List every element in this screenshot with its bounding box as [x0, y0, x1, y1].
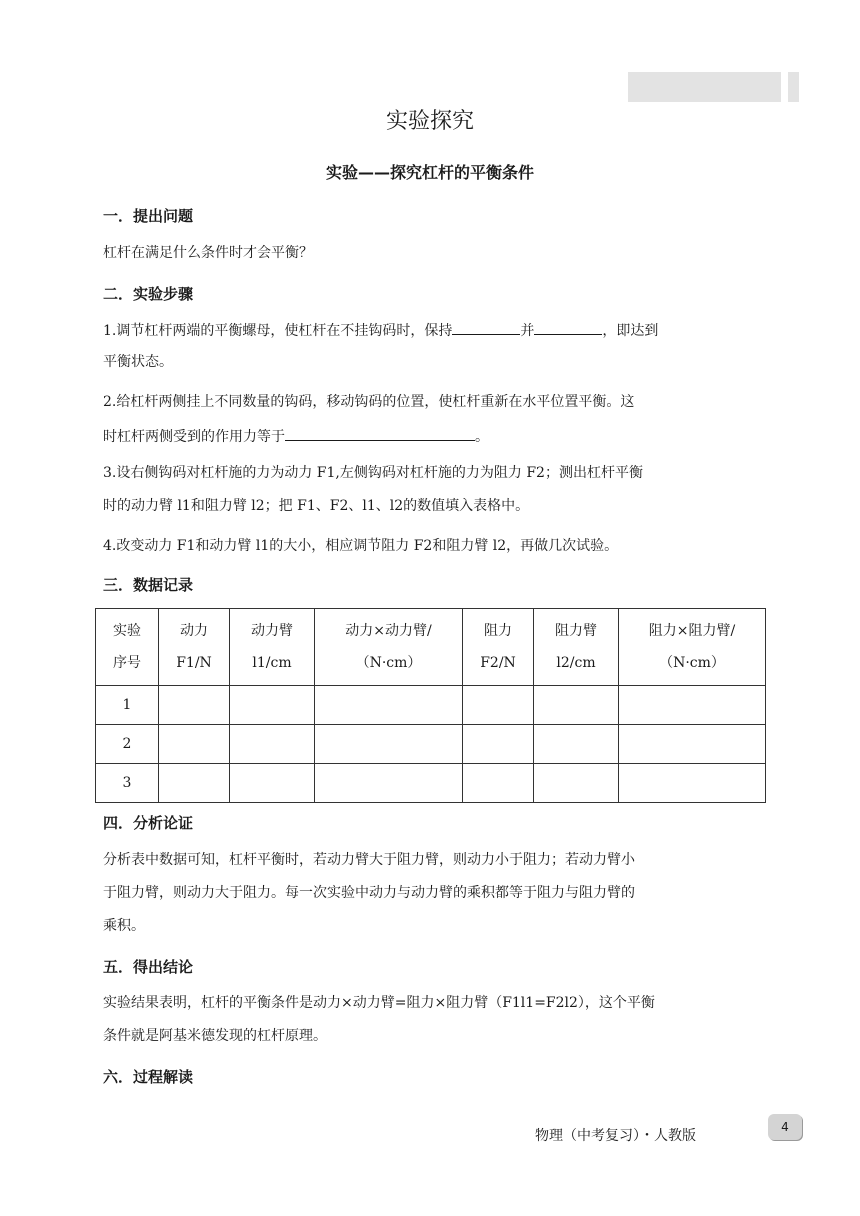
table-row — [96, 764, 766, 803]
section-heading-conclusion: 五．得出结论 — [103, 958, 194, 976]
step-1-line-2: 平衡状态。 — [103, 354, 173, 370]
header-decor-bar — [628, 72, 781, 102]
col-header-effort-arm: 动力臂 l1/cm — [230, 609, 315, 686]
section-heading-analysis: 四．分析论证 — [103, 814, 194, 832]
analysis-line-2: 于阻力臂，则动力大于阻力。每一次实验中动力与动力臂的乘积都等于阻力与阻力臂的 — [103, 885, 635, 901]
table-cell[interactable] — [230, 764, 315, 803]
table-cell[interactable] — [619, 764, 766, 803]
step-2-text-c: 。 — [475, 429, 489, 445]
answer-blank-2[interactable] — [534, 320, 602, 335]
table-cell[interactable] — [315, 764, 463, 803]
table-cell[interactable] — [230, 686, 315, 725]
step-1-line — [103, 320, 763, 341]
table-cell[interactable] — [619, 725, 766, 764]
trial-number: 2 — [96, 725, 159, 764]
step-4-line: 4.改变动力 F1和动力臂 l1的大小，相应调节阻力 F2和阻力臂 l2，再做几次试验。 — [103, 538, 619, 554]
col-header-load-product: 阻力×阻力臂/ （N·cm） — [619, 609, 766, 686]
table-cell[interactable] — [463, 725, 534, 764]
section-heading-question: 一．提出问题 — [103, 207, 194, 225]
table-cell[interactable] — [230, 725, 315, 764]
trial-number: 3 — [96, 764, 159, 803]
step-2-line-2 — [103, 426, 763, 447]
table-header-row — [96, 609, 766, 686]
step-2-line-1: 2.给杠杆两侧挂上不同数量的钩码，移动钩码的位置，使杠杆重新在水平位置平衡。这 — [103, 394, 635, 410]
step-2-text-b: 时杠杆两侧受到的作用力等于 — [103, 429, 285, 445]
analysis-line-3: 乘积。 — [103, 918, 145, 934]
col-header-load-arm: 阻力臂 l2/cm — [534, 609, 619, 686]
analysis-line-1: 分析表中数据可知，杠杆平衡时，若动力臂大于阻力臂，则动力小于阻力；若动力臂小 — [103, 852, 635, 868]
col-header-effort: 动力 F1/N — [159, 609, 230, 686]
conclusion-line-1: 实验结果表明，杠杆的平衡条件是动力×动力臂=阻力×阻力臂（F1l1=F2l2），这个平衡 — [103, 995, 655, 1011]
trial-number: 1 — [96, 686, 159, 725]
data-table — [95, 608, 766, 803]
section-heading-interpretation: 六．过程解读 — [103, 1068, 194, 1086]
table-cell[interactable] — [159, 764, 230, 803]
table-cell[interactable] — [619, 686, 766, 725]
experiment-title: 实验——探究杠杆的平衡条件 — [325, 163, 534, 182]
col-header-effort-product: 动力×动力臂/ （N·cm） — [315, 609, 463, 686]
col-header-load: 阻力 F2/N — [463, 609, 534, 686]
step-3-line-1: 3.设右侧钩码对杠杆施的力为动力 F1,左侧钩码对杠杆施的力为阻力 F2；测出杠杆平衡 — [103, 465, 643, 481]
table-cell[interactable] — [315, 686, 463, 725]
col-header-trial: 实验 序号 — [96, 609, 159, 686]
table-row — [96, 725, 766, 764]
step-1-text-a: 1.调节杠杆两端的平衡螺母，使杠杆在不挂钩码时，保持 — [103, 323, 453, 339]
header-decor-bar-end — [788, 72, 799, 102]
table-cell[interactable] — [159, 686, 230, 725]
table-cell[interactable] — [159, 725, 230, 764]
table-cell[interactable] — [534, 725, 619, 764]
question-text: 杠杆在满足什么条件时才会平衡？ — [103, 245, 313, 261]
table-cell[interactable] — [315, 725, 463, 764]
footer-book-title: 物理（中考复习）・人教版 — [535, 1128, 696, 1144]
page-number: 4 — [768, 1114, 802, 1140]
section-heading-steps: 二．实验步骤 — [103, 285, 194, 303]
answer-blank-3[interactable] — [285, 426, 475, 441]
table-cell[interactable] — [534, 764, 619, 803]
table-cell[interactable] — [534, 686, 619, 725]
answer-blank-1[interactable] — [452, 320, 520, 335]
table-cell[interactable] — [463, 764, 534, 803]
section-heading-data: 三．数据记录 — [103, 576, 194, 594]
page-title: 实验探究 — [385, 109, 474, 134]
step-1-text-b: 并 — [520, 323, 535, 339]
table-row — [96, 686, 766, 725]
step-3-line-2: 时的动力臂 l1和阻力臂 l2；把 F1、F2、l1、l2的数值填入表格中。 — [103, 498, 530, 514]
step-1-text-c: ，即达到 — [602, 323, 659, 339]
conclusion-line-2: 条件就是阿基米德发现的杠杆原理。 — [103, 1028, 327, 1044]
table-cell[interactable] — [463, 686, 534, 725]
